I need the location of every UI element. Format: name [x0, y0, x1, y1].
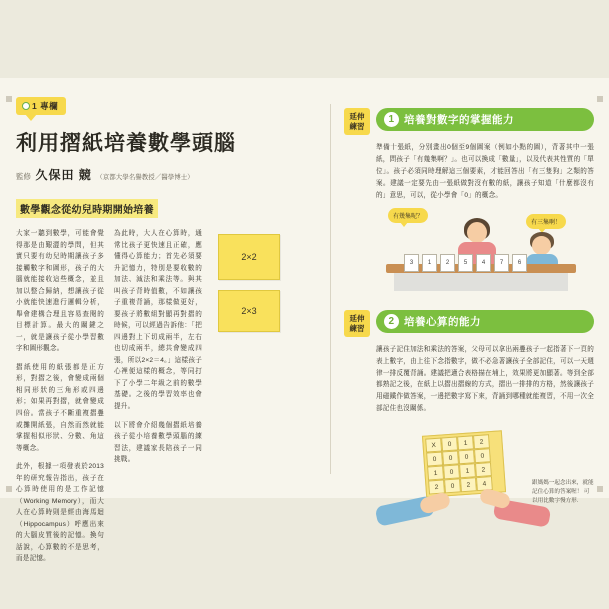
- practice-section-2: [344, 310, 594, 535]
- section-title-bar: [376, 310, 594, 333]
- section-highlight: 數學觀念從幼兒時期開始培養: [16, 199, 158, 218]
- practice-badge-line1: 延伸: [349, 112, 365, 121]
- byline-affiliation: （京都大學名譽教授／醫學博士）: [96, 174, 194, 181]
- body-columns: [16, 228, 316, 572]
- practice-section-1: [344, 108, 594, 296]
- table-cell: 0: [441, 436, 458, 451]
- illustration-counting: [376, 208, 594, 296]
- practice-badge-line1: 延伸: [349, 313, 365, 323]
- practice-badge-line2: 練習: [349, 122, 365, 132]
- adult-head: [467, 222, 487, 243]
- desk-front: [394, 273, 568, 291]
- table-cell: 1: [457, 435, 474, 450]
- column-tag: [16, 97, 66, 115]
- table-cell: X: [425, 437, 442, 452]
- table-cell: 2: [428, 479, 445, 494]
- illustration-multiplication: [376, 423, 594, 535]
- number-card: 3: [404, 254, 419, 272]
- paragraph: 此外，根據一項發表於2013年的研究報告指出，孩子在心算時使用的是工作記憶（Working Memory），而大人在心算時則是經由海馬迴（Hippocampus）呼應出來的大腦皮質後的記憶。換句話說，心算數的不是思考，而是記憶。: [16, 463, 104, 563]
- section-body: 準備十張紙，分別畫出0個至9個圖案（例如小點的圖），背著其中一張紙，問孩子「有幾集啊？」。也可以換成「數量」，以及代表其性質的「單位」。孩子必須同時理解這三個要素，才能回答出「有三隻狗」之類的答案。建議一定要先由一張紙做對沒有數的紙，讓孩子知道「什麼都沒有的」意思，可以，從小學會「0」的概念。: [376, 144, 594, 199]
- corner-mark-br: [597, 486, 603, 492]
- number-card: 5: [458, 254, 473, 272]
- left-column: [16, 96, 316, 572]
- table-cell: 0: [444, 478, 461, 493]
- section-title-bar: [376, 108, 594, 131]
- byline-role: 監修: [16, 172, 31, 181]
- column-divider: [330, 104, 331, 474]
- corner-mark-bl: [6, 486, 12, 492]
- section-header: [344, 310, 594, 337]
- figure-square-2x2: 2×2: [218, 234, 280, 280]
- byline-name: 久保田 競: [35, 168, 92, 182]
- column-tag-label: 專欄: [40, 101, 59, 111]
- table-cell: 0: [458, 449, 475, 464]
- paragraph: 為此時，大人在心算時，通常比孩子更快速且正確，應懂得心算能力；首先必須要升記憶力，特別是要收數的加法、減法和乘法等。與其叫孩子背時值數，不如讓孩子重複背誦，那樣做更好，要孩子將數組對顯再對摺的時候，可以經過告訴他：「把四邊對上下切成兩半，左右也切成兩半，總共會變成四張，所以2×2＝4。」這樣孩子心裡便這樣的概念，等同打下了小學二年級之前的數學基礎。之後的學習效率也會提升。: [114, 230, 202, 410]
- table-cell: 1: [459, 463, 476, 478]
- table-cell: 2: [460, 477, 477, 492]
- practice-badge: [344, 108, 370, 135]
- speech-bubble-left: 有幾集呢？: [388, 208, 428, 223]
- number-card: 4: [476, 254, 491, 272]
- table-cell: 4: [476, 476, 493, 491]
- table-cell: 0: [474, 448, 491, 463]
- section-heading: 培養對數字的掌握能力: [404, 114, 514, 126]
- paragraph: 摺紙使用的紙張都是正方形，對摺之後，會變成兩個相同形狀的三角形或四邊形；如果再對摺，就會變成四倍。當孩子不斷重複摺疊或攤開紙張，自然而然就能掌握相似形狀、分數、角這等概念。: [16, 363, 104, 452]
- bullet-icon: [22, 102, 30, 110]
- illustration-note: 跟媽媽一起念出來，就能記住心算的答案喔！ 可以用比數字慢方形.: [532, 479, 594, 505]
- table-cell: 0: [443, 464, 460, 479]
- hand-left: [418, 491, 451, 515]
- top-band: [0, 0, 609, 78]
- body-column-1: [16, 228, 104, 572]
- practice-badge-line2: 練習: [349, 323, 365, 333]
- table-cell: 0: [442, 450, 459, 465]
- table-cell: 2: [473, 434, 490, 449]
- column-tag-number: 1: [32, 101, 38, 111]
- table-cell: 0: [426, 451, 443, 466]
- section-heading: 培養心算的能力: [404, 315, 481, 328]
- body-column-2: [114, 228, 202, 572]
- section-number: 1: [384, 112, 399, 127]
- hand-right: [479, 487, 512, 510]
- speech-bubble-right: 有三集啊！: [526, 214, 566, 229]
- number-card: 6: [512, 254, 527, 272]
- right-column: [344, 108, 594, 549]
- page-title: 利用摺紙培養數學頭腦: [16, 132, 236, 155]
- byline: [16, 166, 316, 183]
- figure-square-2x3: 2×3: [218, 290, 280, 332]
- section-body: 讓孩子記住加法和乘法的答案，父母可以拿出兩疊孩子一起指著下一頁的表上數字，由上往下念指數字，做不必急著讓孩子全部記住，可以一天週律一排反覆背誦。建議把適合表格描在埔上，效果將更加顯著。等到全部都熟記之後，在紙上以摺出摺線的方式，摺出一排排的方格，然後讓孩子用磁鐵作做答案，一邊把數字寫下來，背誦到哪種就能複習，不用一次全部記住也沒關係。: [376, 345, 594, 413]
- number-card: 2: [440, 254, 455, 272]
- paragraph: 以下將會介紹幾個摺紙培養孩子從小培養數學頭腦的練習法，建議家長陪孩子一同挑戰。: [114, 421, 202, 464]
- child-head: [532, 236, 551, 255]
- paragraph: 大家一聽到數學，可能會覺得那是由艱澀的學問，但其實只要有幼兒時期讓孩子多接觸數字和圖形，孩子的大腦就能接收這些概念，並且加以整合歸納，想讓孩子從小就能快速進行邏輯分析，舉會建構合理且容易查閱的目標計算。最大的關鍵之一，就是讓孩子從小學習數字和圖形觀念。: [16, 230, 104, 353]
- corner-mark-tl: [6, 96, 12, 102]
- section-number: 2: [384, 314, 399, 329]
- section-header: [344, 108, 594, 135]
- corner-mark-tr: [597, 96, 603, 102]
- body-column-3: [212, 228, 282, 572]
- practice-badge: [344, 310, 370, 337]
- multiplication-table: [422, 430, 506, 497]
- number-card: 7: [494, 254, 509, 272]
- number-card-row: [404, 254, 527, 272]
- number-card: 1: [422, 254, 437, 272]
- table-cell: 1: [427, 465, 444, 480]
- table-cell: 2: [475, 462, 492, 477]
